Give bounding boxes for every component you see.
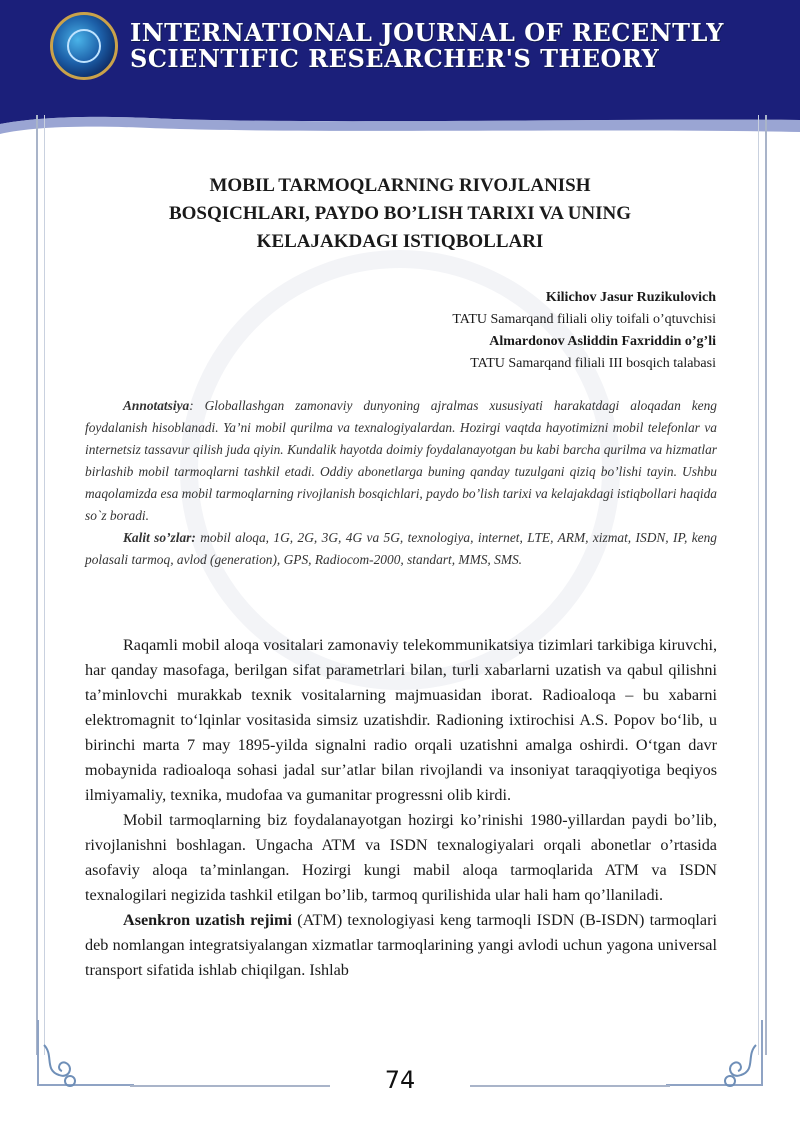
body-bold-term: Asenkron uzatish rejimi [123, 911, 293, 929]
journal-title-line2: SCIENTIFIC RESEARCHER'S THEORY [130, 44, 660, 73]
body-paragraph [85, 908, 717, 983]
author-affiliation: TATU Samarqand filiali III bosqich talabasi [470, 356, 716, 371]
body-paragraph: Mobil tarmoqlarning biz foydalanayotgan hozirgi ko’rinishi 1980-yillardan paydi bo’lib, rivojlanishni boshlagan. Ungacha ATM va ISDN texnalogiyalari orqali abonetlar o’rtasida asofaviy aloqa ta’minlangan. Hozirgi kungi mabil aloqa tarmoqlarida ATM va ISDN texnalogilari negizida tashkil etilgan bo’lib, tarmoq qurilishida ular hali ham qo’llaniladi. [85, 811, 717, 904]
abstract [85, 395, 717, 571]
body-text: (ATM) texnologiyasi keng tarmoqli ISDN (B-ISDN) tarmoqlari deb nomlangan integratsiyalangan xizmatlar tarmoqlarining yangi avlodi uchun yagona universal transport sifatida ishlab chiqilgan. Ishlab [85, 911, 717, 979]
article-title-line: BOSQICHLARI, PAYDO BO’LISH TARIXI VA UNING [168, 203, 632, 224]
left-border-ornament [36, 115, 45, 1055]
article-title-line: MOBIL TARMOQLARNING RIVOJLANISH [209, 175, 591, 196]
keywords-paragraph [85, 527, 717, 571]
author-name: Kilichov Jasur Ruzikulovich [545, 290, 716, 305]
journal-title-line1: INTERNATIONAL JOURNAL OF RECENTLY [130, 18, 724, 47]
article-body [85, 633, 717, 983]
author-block [300, 287, 716, 375]
author-affiliation: TATU Samarqand filiali oliy toifali o’qtuvchisi [452, 312, 716, 327]
page-number: 74 [384, 1066, 416, 1094]
abstract-text: : Globallashgan zamonaviy dunyoning ajralmas xususiyati harakatdagi aloqadan keng foydalanish hisoblanadi. Ya’ni mobil qurilma va texnalogiyalardan. Hozirgi vaqtda hayotimizni mobil telefonlar va internetsiz tassavur qilish juda qiyin. Kundalik hayotda doimiy foydalanayotgan bu kabi barcha qurilma va hizmatlar birlashib mobil tarmoqlarni tashkil etadi. Oddiy abonetlarga buning qanday tuzulgani qiziq bo’lishi tayin. Ushbu maqolamizda esa mobil tarmoqlarning rivojlanish bosqichlari, paydo bo’lish tarixi va kelajakdagi istiqbollari haqida so`z boradi. [85, 398, 717, 523]
right-border-ornament [758, 115, 767, 1055]
body-paragraph: Raqamli mobil aloqa vositalari zamonaviy telekommunikatsiya tizimlari tarkibiga kiruvchi, har qanday masofaga, berilgan sifat parametrlari bilan, turli xabarlarni uzatish va qabul qilishni ta’minlovchi murakkab texnik vositalarning majmuasidan iborat. Radioaloqa – bu xabarni elektromagnit to‘lqinlar vositasida simsiz uzatishdir. Radioning ixtirochisi A.S. Popov bo‘lib, u birinchi marta 7 may 1895-yilda signalni radio orqali uzatishni amalga oshirdi. O‘tgan davr mobaynida radioaloqa sohasi jadal sur’atlar bilan rivojlandi va insoniyat taraqqiyotiga beqiyos ilmiyamaliy, texnika, mudofaa va gumanitar progressni olib kirdi. [85, 636, 717, 804]
journal-logo [50, 12, 118, 80]
abstract-paragraph [85, 395, 717, 527]
keywords-text: mobil aloqa, 1G, 2G, 3G, 4G va 5G, texnologiya, internet, LTE, ARM, xizmat, ISDN, IP, keng polasali tarmoq, avlod (generation), GPS, Radiocom-2000, standart, MMS, SMS. [85, 530, 717, 567]
abstract-label: Annotatsiya [123, 398, 190, 413]
article-title-line: KELAJAKDAGI ISTIQBOLLARI [256, 231, 544, 252]
journal-title [130, 20, 770, 72]
keywords-label: Kalit so’zlar: [123, 530, 196, 545]
article-title [110, 172, 690, 256]
author-name: Almardonov Asliddin Faxriddin o’g’li [489, 334, 716, 349]
